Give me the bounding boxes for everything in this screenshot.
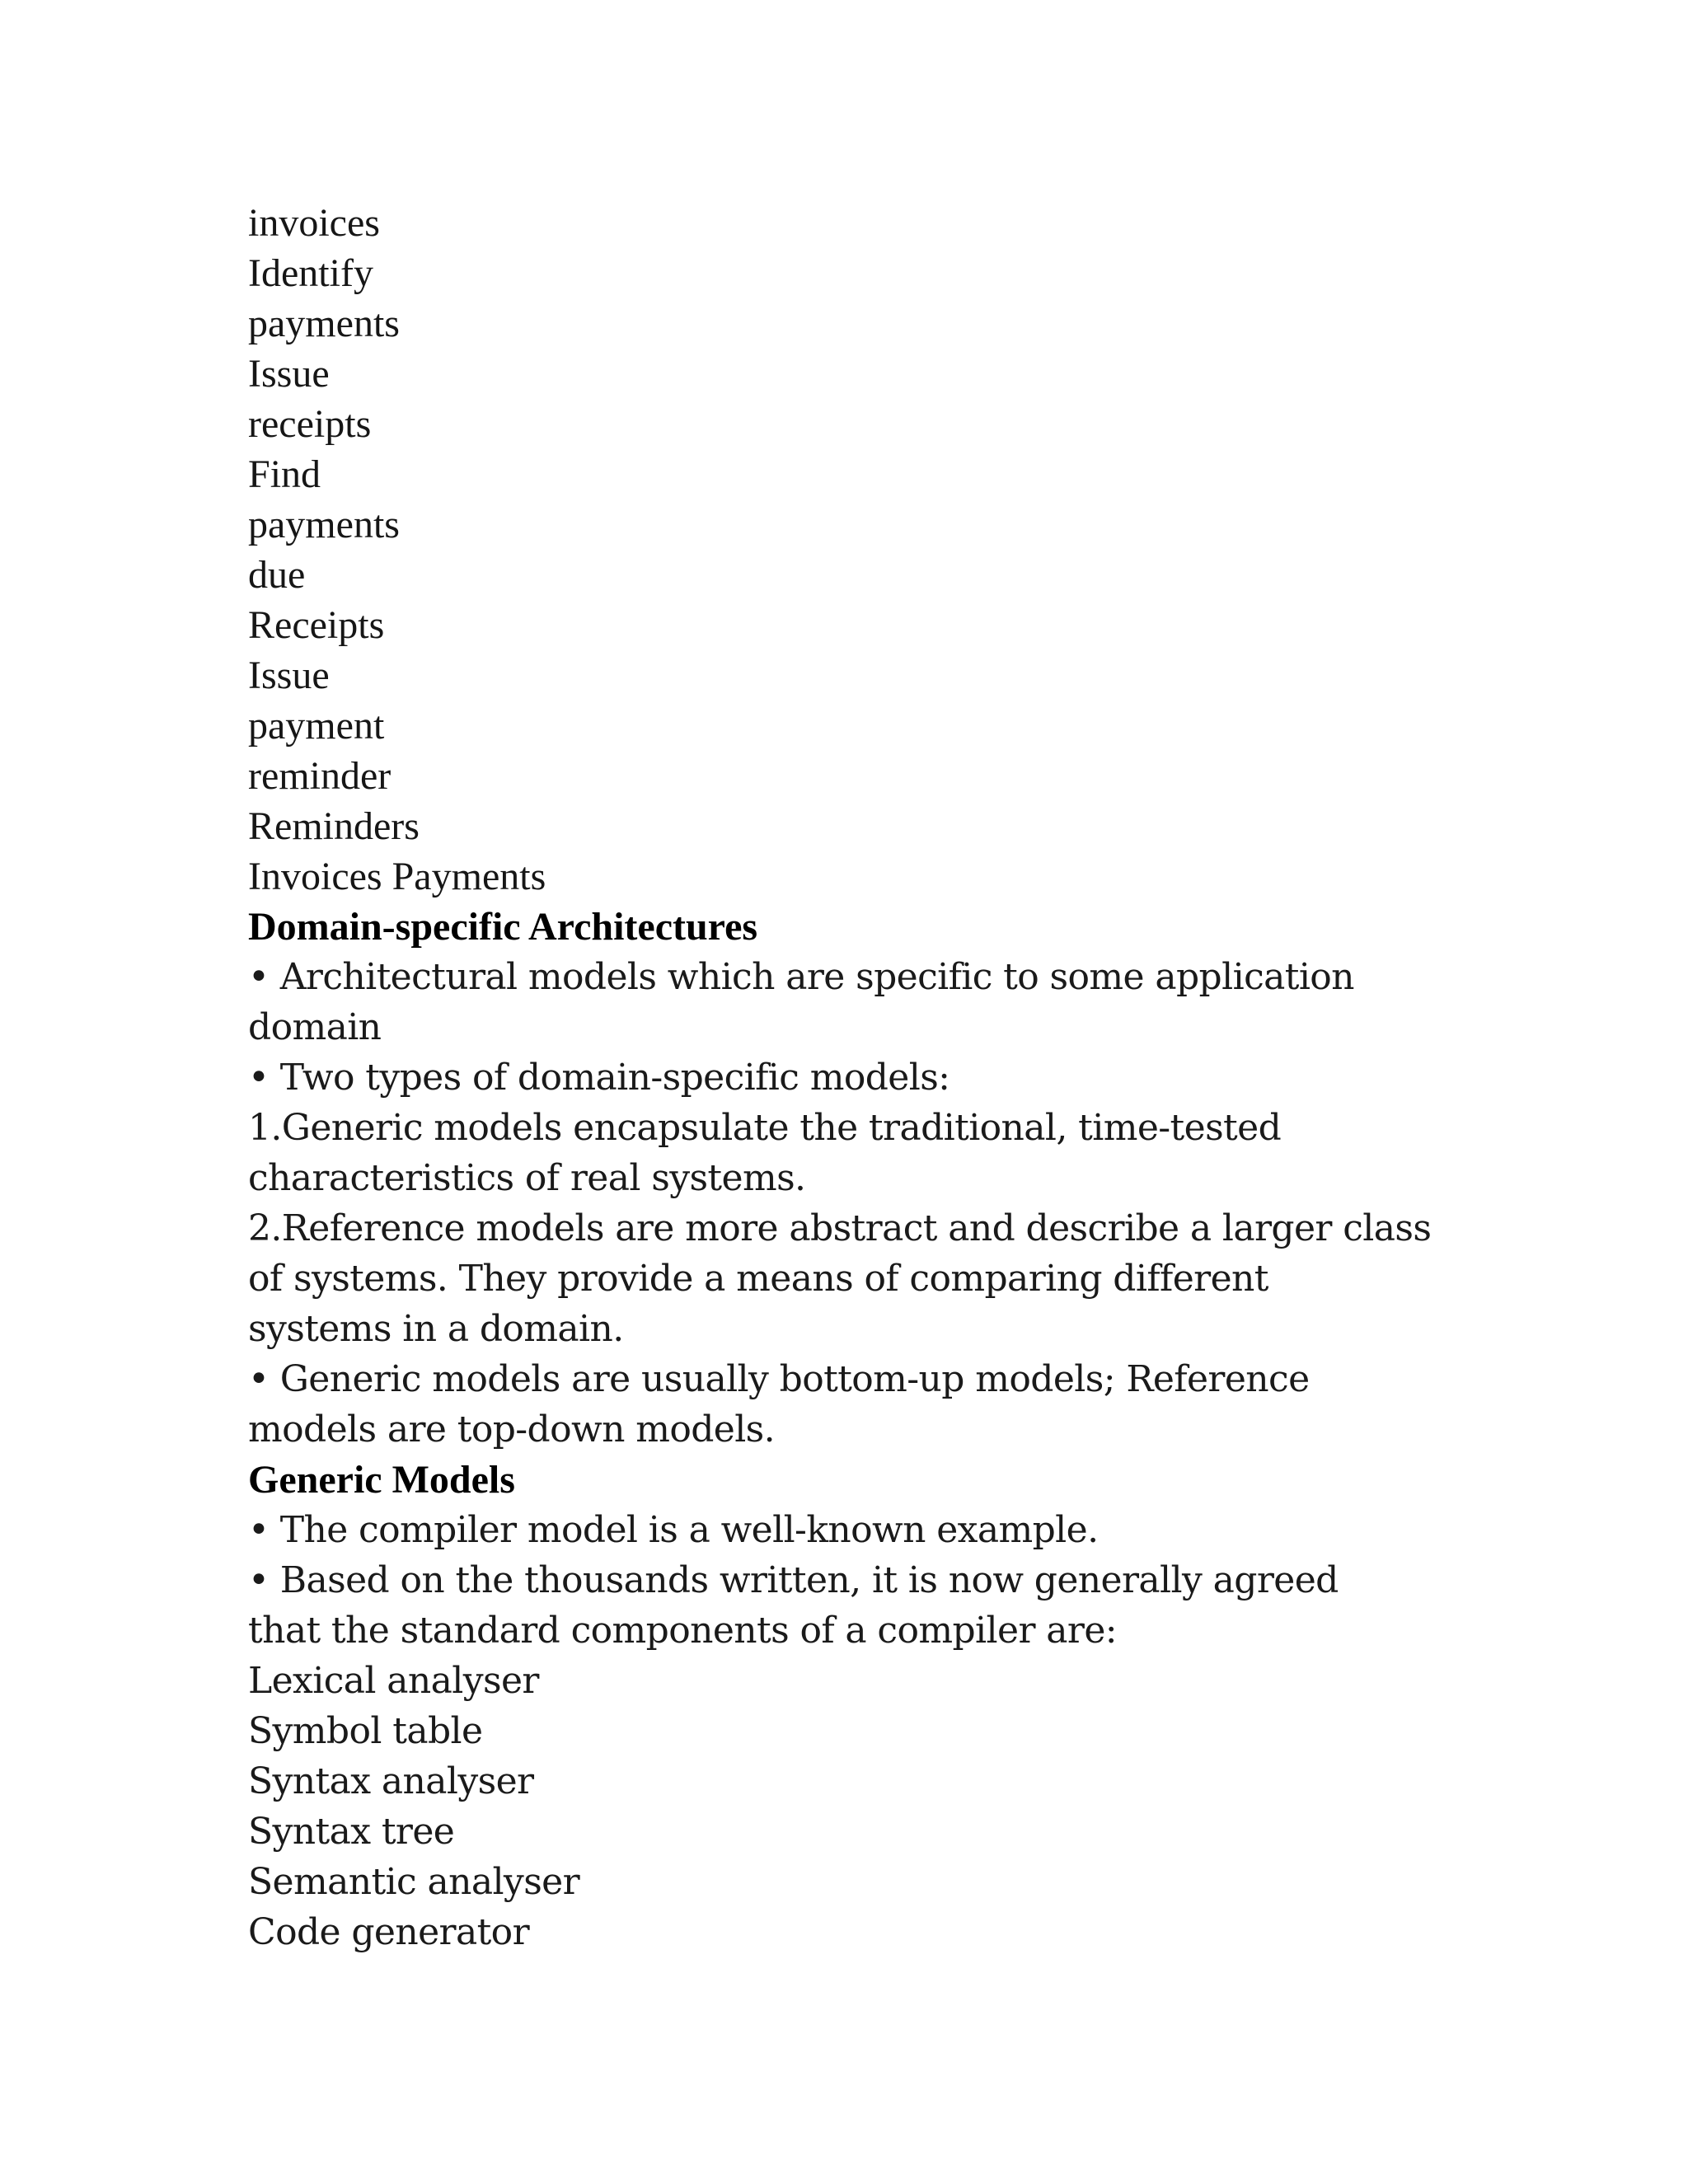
diagram-label-list	[248, 198, 1443, 902]
compiler-component: Syntax tree	[248, 1811, 455, 1853]
paragraph-line: 1.Generic models encapsulate the traditional, time-tested	[248, 1107, 1282, 1149]
compiler-component: Lexical analyser	[248, 1660, 539, 1702]
list-item: due	[248, 553, 306, 597]
list-item: receipts	[248, 402, 372, 446]
paragraph-line: that the standard components of a compiler are:	[248, 1610, 1117, 1652]
section-heading: Domain-specific Architectures	[248, 905, 758, 949]
compiler-component: Semantic analyser	[248, 1861, 580, 1903]
compiler-component: Symbol table	[248, 1710, 483, 1752]
paragraph-line: systems in a domain.	[248, 1308, 624, 1350]
paragraph-line: • Two types of domain-specific models:	[248, 1057, 950, 1099]
page-content	[248, 198, 1443, 1957]
paragraph-line: characteristics of real systems.	[248, 1157, 806, 1199]
section-generic-models	[248, 1455, 1443, 1957]
list-item: Receipts	[248, 603, 385, 647]
paragraph-line: of systems. They provide a means of comparing different	[248, 1258, 1268, 1300]
list-item: Issue	[248, 654, 330, 697]
paragraph-line: • Architectural models which are specific to some application	[248, 956, 1354, 998]
paragraph-line: • Generic models are usually bottom-up models; Reference	[248, 1358, 1310, 1400]
list-item: Identify	[248, 251, 373, 295]
section-heading: Generic Models	[248, 1458, 515, 1502]
paragraph-line: 2.Reference models are more abstract and describe a larger class	[248, 1207, 1432, 1249]
list-item: Issue	[248, 352, 330, 396]
list-item: Find	[248, 452, 321, 496]
list-item: Invoices Payments	[248, 855, 546, 898]
section-domain-specific-architectures	[248, 902, 1443, 1455]
list-item: reminder	[248, 754, 392, 798]
list-item: Reminders	[248, 804, 420, 848]
list-item: payment	[248, 704, 385, 748]
paragraph-line: models are top-down models.	[248, 1408, 776, 1451]
list-item: payments	[248, 302, 400, 345]
paragraph-line: domain	[248, 1006, 382, 1048]
paragraph-line: • The compiler model is a well-known example.	[248, 1509, 1099, 1551]
list-item: invoices	[248, 201, 380, 245]
paragraph-line: • Based on the thousands written, it is now generally agreed	[248, 1559, 1339, 1601]
compiler-component: Code generator	[248, 1911, 530, 1953]
list-item: payments	[248, 503, 400, 546]
compiler-component: Syntax analyser	[248, 1760, 534, 1802]
